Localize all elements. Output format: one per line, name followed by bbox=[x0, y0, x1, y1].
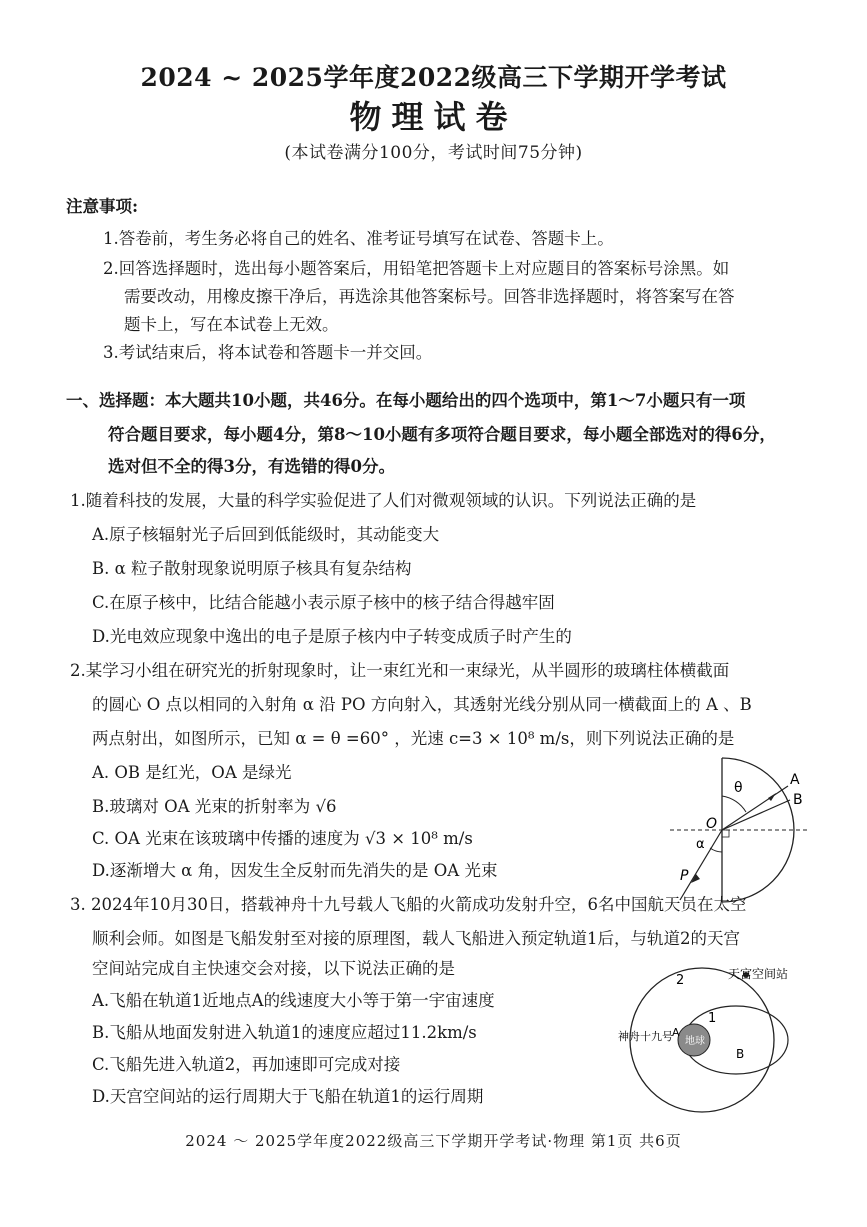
question-stem: 2.某学习小组在研究光的折射现象时，让一束红光和一束绿光，从半圆形的玻璃柱体横截面 bbox=[70, 661, 730, 680]
label-orbit-2: 2 bbox=[676, 973, 685, 988]
option-b: B.玻璃对 OA 光束的折射率为 √6 bbox=[92, 797, 337, 816]
label-theta: θ bbox=[734, 780, 743, 796]
option-d: D.逐渐增大 α 角，因发生全反射而先消失的是 OA 光束 bbox=[92, 861, 498, 880]
label-alpha: α bbox=[696, 837, 705, 852]
label-b: B bbox=[793, 792, 803, 808]
subject-title: 物理试卷 bbox=[349, 98, 518, 136]
option-c: C.飞船先进入轨道2，再加速即可完成对接 bbox=[92, 1055, 401, 1074]
label-orbit-1: 1 bbox=[708, 1011, 717, 1026]
exam-note: (本试卷满分100分，考试时间75分钟) bbox=[284, 143, 583, 163]
option-d: D.光电效应现象中逸出的电子是原子核内中子转变成质子时产生的 bbox=[92, 627, 572, 646]
section-instructions: 一、选择题：本大题共10小题，共46分。在每小题给出的四个选项中，第1～7小题只有一项 bbox=[66, 391, 746, 410]
label-earth: 地球 bbox=[685, 1036, 705, 1047]
label-b: B bbox=[736, 1047, 745, 1061]
refraction-diagram bbox=[650, 752, 820, 902]
exam-title: 2024 ~ 2025学年度2022级高三下学期开学考试 bbox=[140, 63, 727, 92]
option-b: B. α 粒子散射现象说明原子核具有复杂结构 bbox=[92, 559, 412, 578]
question-stem: 两点射出，如图所示，已知 α = θ =60° ，光速 c=3 × 10⁸ m/s，则下列说法正确的是 bbox=[92, 729, 735, 748]
notice-line: 题卡上，写在本试卷上无效。 bbox=[124, 315, 339, 334]
orbit-diagram bbox=[610, 964, 830, 1114]
label-station: 天宫空间站 bbox=[728, 967, 789, 981]
question-stem: 的圆心 O 点以相同的入射角 α 沿 PO 方向射入，其透射光线分别从同一横截面上的 A 、B bbox=[92, 695, 752, 714]
option-c: C.在原子核中，比结合能越小表示原子核中的核子结合得越牢固 bbox=[92, 593, 555, 612]
option-a: A.原子核辐射光子后回到低能级时，其动能变大 bbox=[92, 525, 440, 544]
question-stem: 1.随着科技的发展，大量的科学实验促进了人们对微观领域的认识。下列说法正确的是 bbox=[70, 491, 697, 510]
label-p: P bbox=[680, 868, 689, 884]
section-instructions: 选对但不全的得3分，有选错的得0分。 bbox=[108, 457, 395, 476]
question-stem: 空间站完成自主快速交会对接，以下说法正确的是 bbox=[92, 959, 455, 978]
notice-heading: 注意事项: bbox=[66, 197, 139, 216]
page-footer: 2024 ～ 2025学年度2022级高三下学期开学考试·物理 第1页 共6页 bbox=[185, 1132, 682, 1150]
label-ship: 神舟十九号 bbox=[618, 1030, 673, 1043]
option-b: B.飞船从地面发射进入轨道1的速度应超过11.2km/s bbox=[92, 1023, 477, 1042]
label-a: A bbox=[672, 1026, 680, 1039]
section-instructions: 符合题目要求，每小题4分，第8～10小题有多项符合题目要求，每小题全部选对的得6分， bbox=[108, 425, 776, 444]
question-stem: 3. 2024年10月30日，搭载神舟十九号载人飞船的火箭成功发射升空，6名中国航天员在太空 bbox=[70, 895, 747, 914]
question-stem: 顺利会师。如图是飞船发射至对接的原理图，载人飞船进入预定轨道1后，与轨道2的天宫 bbox=[92, 929, 740, 948]
option-a: A.飞船在轨道1近地点A的线速度大小等于第一宇宙速度 bbox=[92, 991, 495, 1010]
option-c: C. OA 光束在该玻璃中传播的速度为 √3 × 10⁸ m/s bbox=[92, 829, 473, 848]
label-o: O bbox=[706, 816, 718, 832]
option-d: D.天宫空间站的运行周期大于飞船在轨道1的运行周期 bbox=[92, 1087, 484, 1106]
option-a: A. OB 是红光，OA 是绿光 bbox=[92, 763, 292, 782]
notice-line: 需要改动，用橡皮擦干净后，再选涂其他答案标号。回答非选择题时，将答案写在答 bbox=[124, 287, 735, 306]
notice-line: 3.考试结束后，将本试卷和答题卡一并交回。 bbox=[103, 343, 433, 362]
notice-line: 1.答卷前，考生务必将自己的姓名、准考证号填写在试卷、答题卡上。 bbox=[103, 229, 614, 248]
label-a: A bbox=[790, 772, 800, 788]
notice-line: 2.回答选择题时，选出每小题答案后，用铅笔把答题卡上对应题目的答案标号涂黑。如 bbox=[103, 259, 730, 278]
